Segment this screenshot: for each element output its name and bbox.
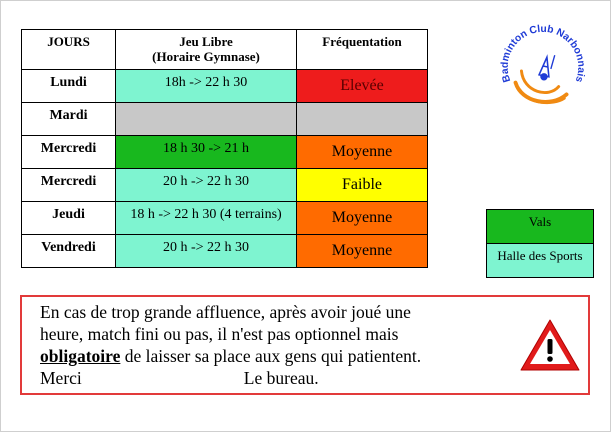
logo-text: Badminton Club Narbonnais [499,23,587,84]
schedule-header-row [22,30,428,70]
notice-box [20,295,590,395]
club-logo [494,18,592,116]
row-frequency: Moyenne [297,202,428,235]
row-hours: 18 h -> 22 h 30 (4 terrains) [116,202,297,235]
header-hours-line1: Jeu Libre [179,34,233,49]
row-hours: 20 h -> 22 h 30 [116,235,297,268]
venue-row [487,244,594,278]
venue-halle-des-sports: Halle des Sports [487,244,594,278]
row-day: Mercredi [22,136,116,169]
notice-line-3 [40,345,510,367]
row-day: Lundi [22,70,116,103]
row-hours [116,103,297,136]
table-row [22,70,428,103]
row-day: Vendredi [22,235,116,268]
row-hours: 20 h -> 22 h 30 [116,169,297,202]
table-row [22,235,428,268]
notice-signature: Le bureau. [243,368,319,388]
notice-line-1: En cas de trop grande affluence, après avoir joué une [40,302,411,322]
row-day: Jeudi [22,202,116,235]
notice-line-2: heure, match fini ou pas, il n'est pas optionnel mais [40,324,399,344]
schedule-table [21,29,428,268]
venue-legend [486,209,594,278]
row-frequency: Elevée [297,70,428,103]
table-row [22,103,428,136]
notice-line-4 [40,367,510,389]
warning-icon [518,317,582,373]
row-day: Mercredi [22,169,116,202]
header-day: JOURS [22,30,116,70]
header-hours-line2: (Horaire Gymnase) [152,49,260,64]
row-day: Mardi [22,103,116,136]
table-row [22,169,428,202]
venue-row [487,210,594,244]
table-row [22,202,428,235]
row-frequency [297,103,428,136]
notice-line-3-rest: de laisser sa place aux gens qui patientent. [120,346,422,366]
notice-thanks: Merci [40,368,82,388]
table-row [22,136,428,169]
shuttlecock-icon [539,55,555,80]
row-hours: 18h -> 22 h 30 [116,70,297,103]
row-hours: 18 h 30 -> 21 h [116,136,297,169]
row-frequency: Faible [297,169,428,202]
notice-mandatory-word: obligatoire [40,346,121,366]
header-frequency: Fréquentation [297,30,428,70]
header-hours [116,30,297,70]
row-frequency: Moyenne [297,136,428,169]
notice-text [40,301,510,389]
row-frequency: Moyenne [297,235,428,268]
venue-vals: Vals [487,210,594,244]
